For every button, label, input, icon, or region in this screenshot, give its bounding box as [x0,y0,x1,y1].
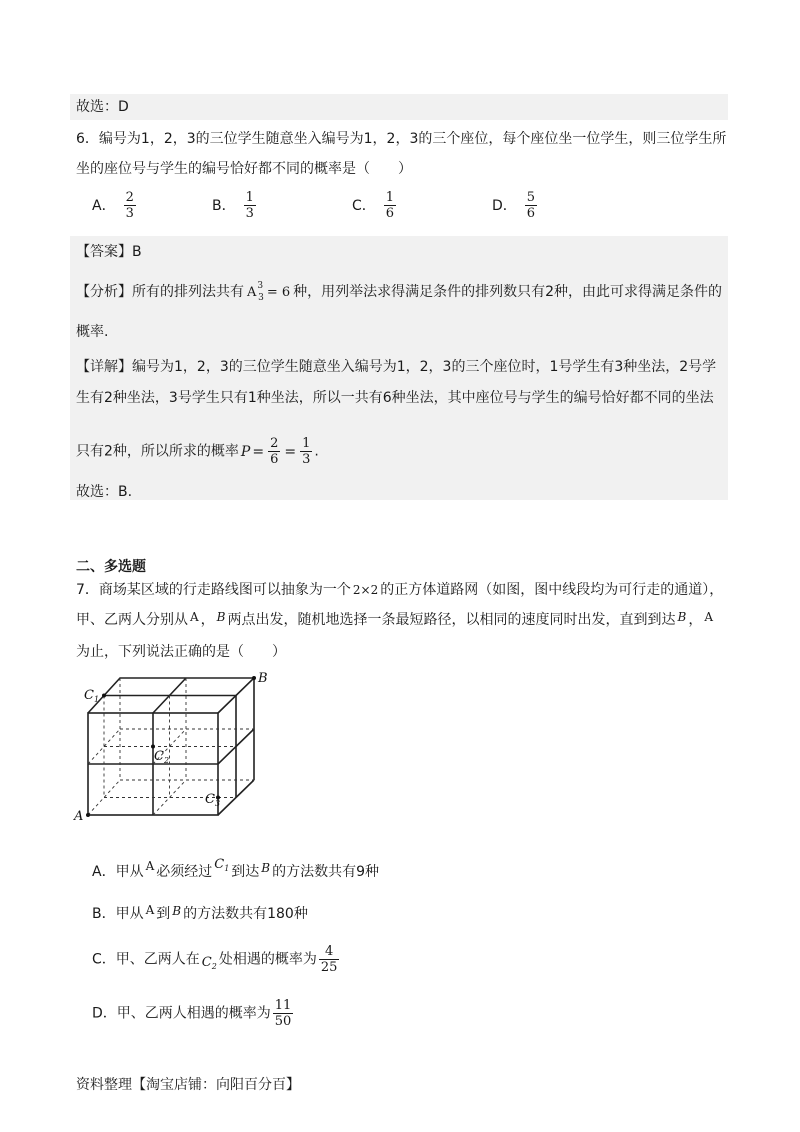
detail-fraction-2 [300,436,312,467]
hidden-bottom-mid-width [153,780,186,815]
q7-option-a [92,857,380,884]
equals-sign: = [284,443,297,460]
detail-fraction-1 [268,436,280,467]
option-text: B．甲从 [92,906,144,922]
previous-answer: 故选：D [76,99,129,115]
fraction-numerator: 1 [245,190,254,205]
analysis-text-post: 种，用列举法求得满足条件的排列数只有2种，由此可求得满足条件的 [293,284,723,300]
q7-text-a: 甲、乙两人分别从 [76,612,188,628]
permutation-subscript: 3 [258,293,264,303]
label-c2: $C_2$ [154,749,170,765]
point-a-label: A [190,610,199,624]
q7-text-post: 的正方体道路网（如图，图中线段均为可行走的通道）， [380,582,724,598]
q7-text-pre: 7．商场某区域的行走路线图可以抽象为一个 [76,582,351,598]
fraction-numerator: 4 [324,944,334,959]
q6-stem-line2: 坐的座位号与学生的编号恰好都不同的概率是（ ） [76,161,412,177]
point-a-label: A [704,610,713,624]
q6-answer [76,242,142,262]
option-fraction [525,190,537,221]
option-text: 的方法数共有180种 [183,906,308,922]
option-fraction [384,190,396,221]
grid-size: 2×2 [352,583,379,597]
option-text: 处相遇的概率为 [218,951,317,968]
option-c-fraction [319,944,340,975]
fraction-denominator: 50 [274,1014,292,1029]
detail-text-pre: 只有2种，所以所求的概率 [76,443,239,460]
point-b-label: B [216,610,226,624]
point-a-label: A [145,903,155,917]
fraction-denominator: 3 [125,206,134,221]
detail-tag: 【详解】 [76,359,132,375]
fraction-numerator: 2 [270,436,279,451]
q7-option-b [92,904,308,924]
q6-option-b [212,190,258,221]
q7-stem-line1 [76,580,723,600]
q6-option-c [352,190,398,221]
footer-source: 资料整理【淘宝店铺：向阳百分百】 [76,1077,300,1093]
q6-detail-line3 [76,436,319,467]
q7-text-b: ， [200,612,215,628]
fraction-numerator: 1 [385,190,395,205]
fraction-numerator: 5 [526,190,536,205]
option-fraction [124,190,136,221]
previous-solution-shade [70,94,728,120]
fraction-denominator: 25 [320,960,338,975]
option-text: 的方法数共有9种 [272,864,380,880]
label-c3: $C_3$ [205,792,221,808]
point-b-label: B [261,861,271,875]
point-c1-dot [102,694,106,698]
point-b-label: B [172,904,182,918]
q6-option-a [92,190,138,221]
option-text: 到 [156,906,171,922]
fraction-denominator: 6 [526,206,536,221]
label-a: A [74,809,84,824]
q7-text-c: 两点出发，随机地选择一条最短路径，以相同的速度同时出发，直到到达 [227,612,676,628]
option-text: D．甲、乙两人相遇的概率为 [92,1005,271,1022]
label-c1: $C_1$ [84,688,100,704]
label-b: B [258,671,268,686]
permutation-superscript: 3 [257,281,264,291]
point-c1-label: $C_1$ [214,857,230,873]
detail-text: 编号为1，2，3的三位学生随意坐入编号为1，2，3的三个座位时，1号学生有3种坐法，2号学 [132,359,717,375]
fraction-numerator: 1 [302,436,311,451]
q7-option-c [92,944,341,975]
point-a-label: A [145,859,155,873]
answer-value: B [132,244,142,260]
permutation-symbol [247,283,290,304]
option-label: C． [352,197,376,214]
point-c2-label: $C_2$ [201,954,217,971]
fraction-numerator: 2 [125,190,134,205]
q6-analysis-line1 [76,282,722,304]
option-label: A． [92,197,116,214]
q6-analysis-line2: 概率. [76,324,109,340]
option-text: A．甲从 [92,864,144,880]
q7-text-d: ， [688,612,703,628]
fraction-numerator: 11 [274,998,292,1013]
cube-road-network-figure [68,668,268,828]
permutation-letter: A [247,285,257,300]
fraction-denominator: 6 [270,452,279,467]
q6-final-answer: 故选：B. [76,484,133,500]
q7-stem-line3: 为止，下列说法正确的是（ ） [76,644,286,660]
point-a-dot [86,813,90,817]
option-text: 必须经过 [156,864,213,880]
option-text: 到达 [231,864,260,880]
equals-sign: = [252,443,265,460]
section-title: 二、多选题 [76,559,146,575]
point-b-dot [252,676,256,680]
option-fraction [244,190,256,221]
q7-option-d [92,998,295,1029]
probability-symbol: P [240,443,251,460]
point-b-label: B [677,610,687,624]
period: . [314,443,319,460]
q6-detail-line2: 生有2种坐法，3号学生只有1种坐法，所以一共有6种坐法，其中座位号与学生的编号恰好都不同的坐法 [76,390,714,406]
answer-tag: 【答案】 [76,244,132,260]
point-c2-dot [151,745,155,749]
option-label: B． [212,197,236,214]
analysis-tag: 【分析】 [76,284,132,300]
fraction-denominator: 3 [245,206,254,221]
q6-detail-line1 [76,357,716,377]
permutation-equals: = 6 [266,285,291,300]
fraction-denominator: 3 [302,452,311,467]
q6-stem-line1: 6．编号为1，2，3的三位学生随意坐入编号为1，2，3的三个座位，每个座位坐一位学生，则三位学生所 [76,131,727,147]
q6-option-d [492,190,539,221]
fraction-denominator: 6 [385,206,395,221]
option-label: D． [492,197,517,214]
option-d-fraction [273,998,294,1029]
analysis-text-pre: 所有的排列法共有 [132,284,244,300]
option-text: C．甲、乙两人在 [92,951,200,968]
q7-stem-line2 [76,610,715,630]
